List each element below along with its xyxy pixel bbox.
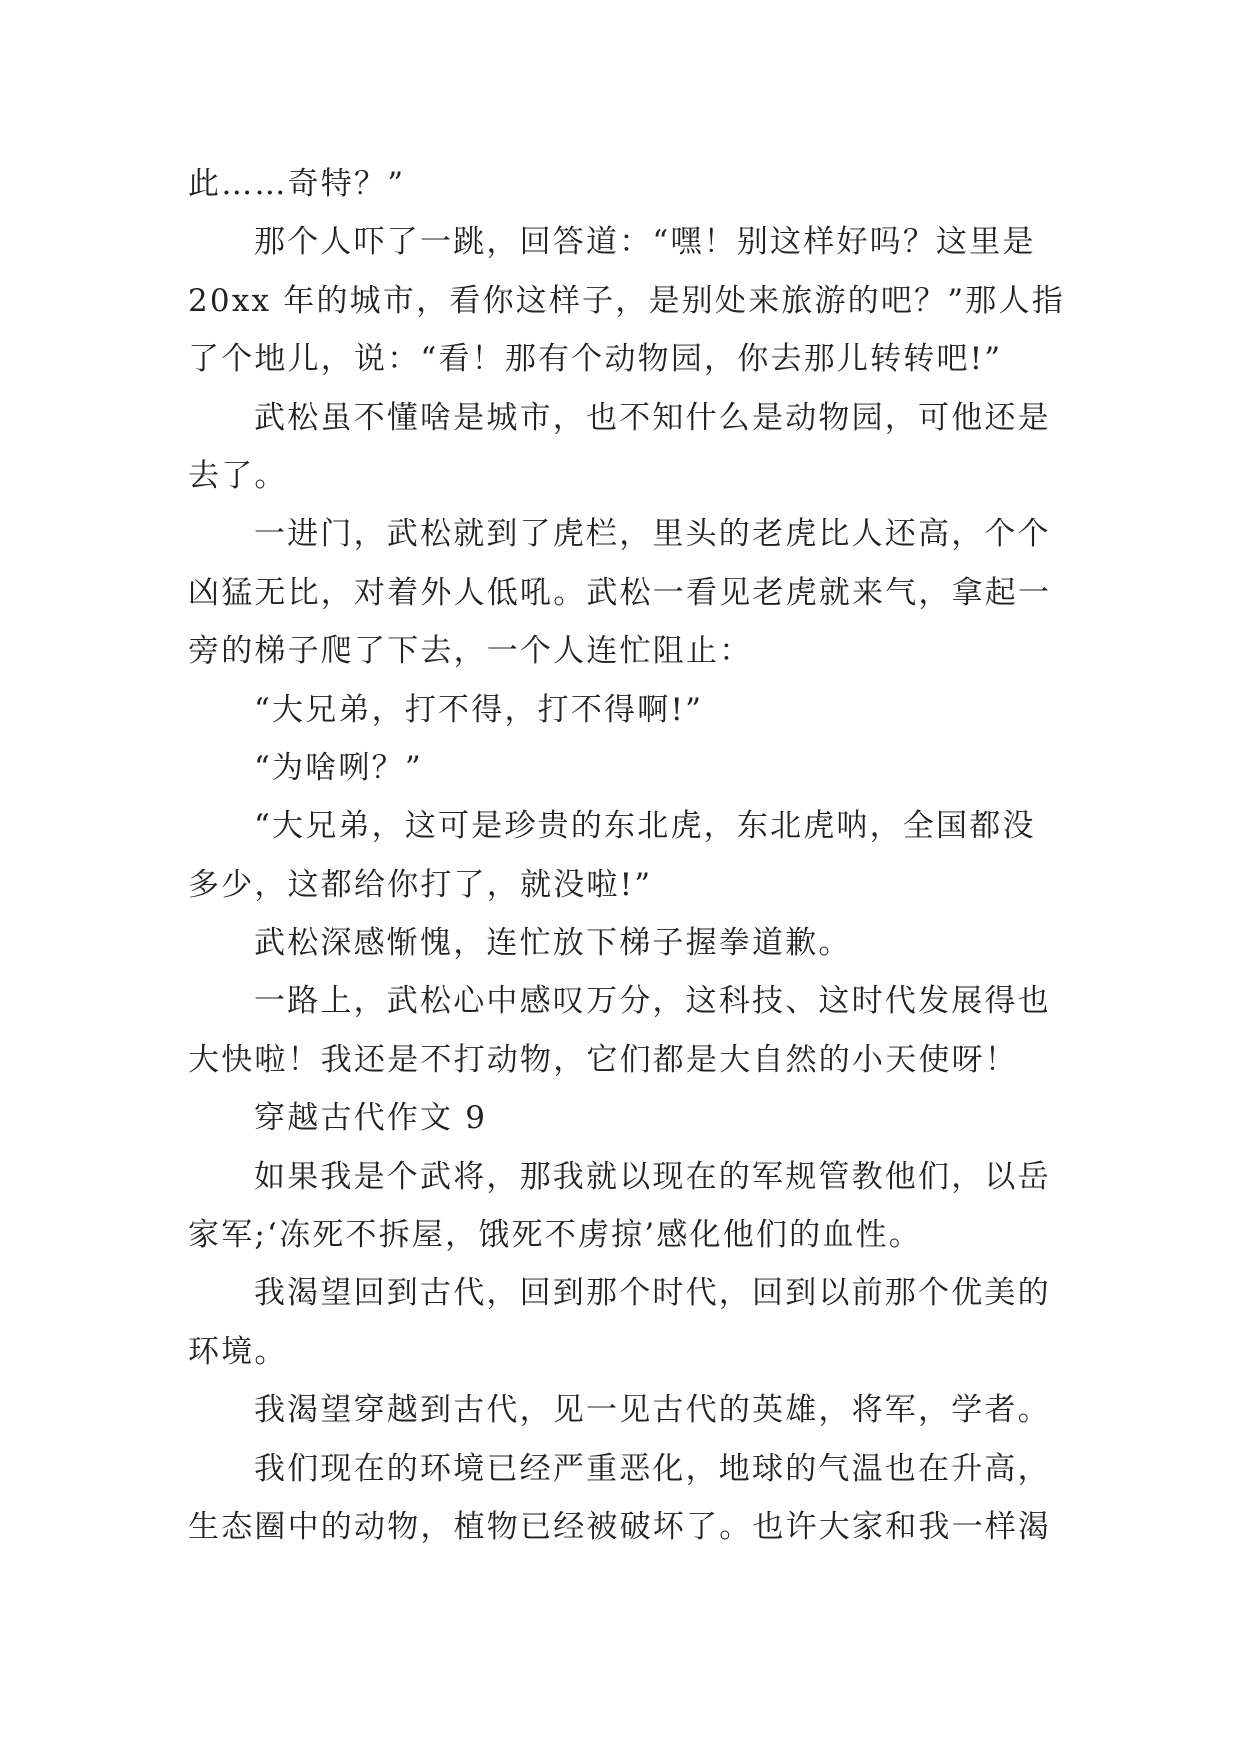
text-line: 了个地儿，说：“看！那有个动物园，你去那儿转转吧!” <box>188 341 1003 378</box>
text-line: “为啥咧？” <box>254 749 423 786</box>
text-line: 我们现在的环境已经严重恶化，地球的气温也在升高， <box>254 1450 1051 1487</box>
text-line: 环境。 <box>188 1333 288 1370</box>
text-line: 如果我是个武将，那我就以现在的军规管教他们，以岳 <box>254 1158 1051 1195</box>
text-line: 家军;‘冻死不拆屋，饿死不虏掠’感化他们的血性。 <box>188 1217 922 1254</box>
text-line: 凶猛无比，对着外人低吼。武松一看见老虎就来气，拿起一 <box>188 574 1052 611</box>
text-line: 穿越古代作文 9 <box>254 1100 488 1137</box>
text-line: 我渴望回到古代，回到那个时代，回到以前那个优美的 <box>254 1275 1051 1312</box>
document-body <box>188 155 1068 1556</box>
text-line: 此……奇特？” <box>188 166 406 202</box>
text-line: 我渴望穿越到古代，见一见古代的英雄，将军，学者。 <box>254 1392 1051 1429</box>
text-line: 那个人吓了一跳，回答道：“嘿！别这样好吗？这里是 <box>254 224 1036 261</box>
text-line: 旁的梯子爬了下去，一个人连忙阻止： <box>188 633 753 670</box>
text-line: 武松虽不懂啥是城市，也不知什么是动物园，可他还是 <box>254 399 1051 436</box>
text-line: 一路上，武松心中感叹万分，这科技、这时代发展得也 <box>254 983 1051 1020</box>
text-line: “大兄弟，这可是珍贵的东北虎，东北虎呐，全国都没 <box>254 808 1036 845</box>
text-line: 20xx 年的城市，看你这样子，是别处来旅游的吧？”那人指 <box>188 282 1065 319</box>
text-line: 生态圈中的动物，植物已经被破坏了。也许大家和我一样渴 <box>188 1508 1052 1545</box>
text-line: 大快啦！我还是不打动物，它们都是大自然的小天使呀！ <box>188 1041 1018 1078</box>
text-line: 武松深感惭愧，连忙放下梯子握拳道歉。 <box>254 925 852 962</box>
text-line: 多少，这都给你打了，就没啦!” <box>188 866 653 903</box>
text-line: 一进门，武松就到了虎栏，里头的老虎比人还高，个个 <box>254 516 1051 553</box>
text-line: “大兄弟，打不得，打不得啊!” <box>254 691 704 728</box>
text-line: 去了。 <box>188 457 288 494</box>
